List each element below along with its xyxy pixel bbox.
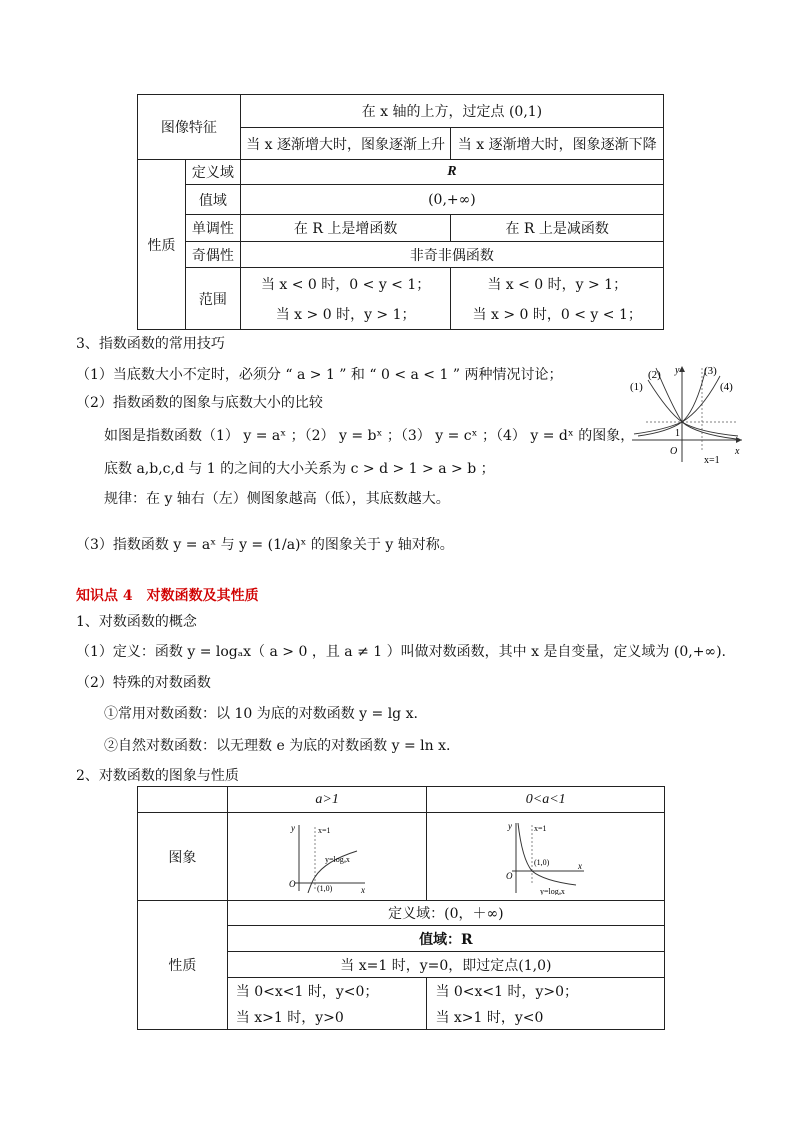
lg-left-pt: (1,0) xyxy=(317,883,333,893)
graph-left-cell xyxy=(227,813,427,901)
section3-item2-line2: 底数 a,b,c,d 与 1 的之间的大小关系为 c > d > 1 > a > b ； xyxy=(104,461,495,477)
knowledge4-special1: ①常用对数函数：以 10 为底的对数函数 y = lg x. xyxy=(104,706,418,722)
knowledge4-sub1: 1、对数函数的概念 xyxy=(76,614,197,630)
log-right-line1: 当 0<x<1 时，y>0； xyxy=(435,983,579,1000)
graph-label-3: (3) xyxy=(704,365,717,377)
knowledge4-special-heading: （2）特殊的对数函数 xyxy=(76,675,211,691)
log-left-line1: 当 0<x<1 时，y<0； xyxy=(235,983,379,1000)
head-a-gt-1: a>1 xyxy=(227,787,427,813)
mono-left: 在 R 上是增函数 xyxy=(240,215,451,242)
section3-item2-line1: 如图是指数函数（1） y = aˣ ；（2） y = bˣ ；（3） y = cˣ ；（4） y = dˣ 的图象， xyxy=(104,428,635,444)
section3-item3: （3）指数函数 y = aˣ 与 y = (1/a)ˣ 的图象关于 y 轴对称。 xyxy=(76,537,454,553)
lg-right-y: y xyxy=(507,820,512,831)
scope-left xyxy=(240,268,451,330)
graph-x1-label: x=1 xyxy=(704,455,720,466)
section3-item2-line3: 规律：在 y 轴右（左）侧图象越高（低），其底数越大。 xyxy=(104,491,450,507)
image-common-cell: 在 x 轴的上方，过定点 (0,1) xyxy=(240,95,663,128)
scope-left-line1: 当 x < 0 时，0 < y < 1； xyxy=(260,276,431,293)
log-left-scope xyxy=(227,978,427,1030)
knowledge4-heading: 知识点 4 对数函数及其性质 xyxy=(76,588,259,604)
knowledge4-def: （1）定义：函数 y = logₐx（ a > 0 ，且 a ≠ 1 ）叫做对数函数，其中 x 是自变量，定义域为 (0,+∞). xyxy=(76,644,727,660)
log-domain: 定义域：(0，＋∞) xyxy=(227,901,664,926)
scope-right-line1: 当 x < 0 时，y > 1； xyxy=(487,276,628,293)
range-value: (0,+∞) xyxy=(240,185,663,215)
graph-one-label: 1 xyxy=(675,428,680,439)
parity-value: 非奇非偶函数 xyxy=(240,242,663,268)
lg-left-x: x xyxy=(361,884,366,893)
knowledge4-sub2: 2、对数函数的图象与性质 xyxy=(76,768,239,784)
domain-value: R xyxy=(240,160,663,185)
log-left-line2: 当 x>1 时，y>0 xyxy=(235,1009,344,1026)
lg-right-o: O xyxy=(505,870,513,881)
lg-left-x1: x=1 xyxy=(318,825,331,835)
exp-properties-table xyxy=(137,94,664,330)
image-right-cell: 当 x 逐渐增大时，图象逐渐下降 xyxy=(451,128,664,160)
log-property-label: 性质 xyxy=(138,901,228,1030)
parity-label: 奇偶性 xyxy=(185,242,240,268)
lg-right-x: x xyxy=(577,860,582,871)
graph-label-1: (1) xyxy=(630,381,643,393)
mono-label: 单调性 xyxy=(185,215,240,242)
graph-label-2: (2) xyxy=(648,369,661,381)
section3-item1: （1）当底数大小不定时，必须分 “ a > 1 ” 和 “ 0 < a < 1 ” 两种情况讨论； xyxy=(76,367,563,383)
corner-cell xyxy=(138,787,228,813)
scope-right xyxy=(451,268,664,330)
lg-right-x1: x=1 xyxy=(533,823,547,833)
log-graph-decreasing xyxy=(504,819,588,895)
range-label: 值域 xyxy=(185,185,240,215)
log-fixed-point: 当 x=1 时，y=0，即过定点(1,0) xyxy=(227,952,664,978)
section3-item2: （2）指数函数的图象与底数大小的比较 xyxy=(76,395,323,411)
lg-right-func: y=logₐx xyxy=(539,886,565,895)
log-properties-table xyxy=(137,786,665,1030)
log-right-line2: 当 x>1 时，y<0 xyxy=(435,1009,544,1026)
graph-x-label: x xyxy=(735,446,740,457)
log-right-scope xyxy=(427,978,665,1030)
log-graph-increasing xyxy=(285,821,369,893)
lg-left-y: y xyxy=(291,822,296,833)
scope-left-line2: 当 x > 0 时，y > 1； xyxy=(275,306,416,323)
graph-origin-label: O xyxy=(670,446,678,457)
property-label: 性质 xyxy=(138,160,186,330)
scope-right-line2: 当 x > 0 时，0 < y < 1； xyxy=(472,306,642,323)
mono-right: 在 R 上是减函数 xyxy=(451,215,664,242)
domain-label: 定义域 xyxy=(185,160,240,185)
log-range: 值域：R xyxy=(227,926,664,952)
lg-left-o: O xyxy=(289,878,296,889)
section3-heading: 3、指数函数的常用技巧 xyxy=(76,336,225,352)
lg-right-pt: (1,0) xyxy=(533,857,550,867)
scope-label: 范围 xyxy=(185,268,240,330)
exp-graph-figure xyxy=(628,362,746,468)
row-label-image: 图像特征 xyxy=(138,95,241,160)
image-left-cell: 当 x 逐渐增大时，图象逐渐上升 xyxy=(240,128,451,160)
lg-left-func: y=logₐx xyxy=(325,854,351,864)
graph-right-cell xyxy=(427,813,665,901)
knowledge4-special2: ②自然对数函数：以无理数 e 为底的对数函数 y = ln x. xyxy=(104,738,451,754)
image-label: 图象 xyxy=(138,813,228,901)
graph-y-label: y xyxy=(675,365,680,376)
graph-label-4: (4) xyxy=(720,381,733,393)
head-a-lt-1: 0<a<1 xyxy=(427,787,665,813)
